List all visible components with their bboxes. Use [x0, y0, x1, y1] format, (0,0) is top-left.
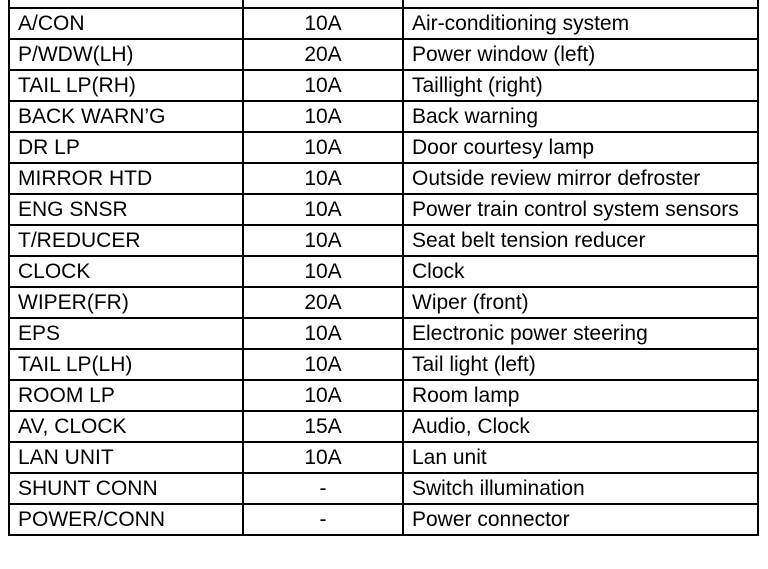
table-row: [9, 70, 758, 101]
fuse-rating-cell: 10A: [243, 256, 403, 287]
header-row: [9, 0, 758, 8]
fuse-name-cell: TAIL LP(RH): [9, 70, 243, 101]
fuse-rating-cell: 10A: [243, 8, 403, 39]
fuse-rating-cell: 10A: [243, 101, 403, 132]
header-cell-description: [403, 0, 758, 8]
fuse-name-cell: ROOM LP: [9, 380, 243, 411]
fuse-description-cell: Switch illumination: [403, 473, 758, 504]
table-row: [9, 504, 758, 535]
table-row: [9, 8, 758, 39]
table-header: [9, 0, 758, 8]
table-row: [9, 442, 758, 473]
fuse-description-cell: Electronic power steering: [403, 318, 758, 349]
fuse-name-cell: ENG SNSR: [9, 194, 243, 225]
fuse-rating-cell: -: [243, 473, 403, 504]
table-row: [9, 163, 758, 194]
fuse-name-cell: WIPER(FR): [9, 287, 243, 318]
fuse-rating-cell: 10A: [243, 380, 403, 411]
fuse-description-cell: Lan unit: [403, 442, 758, 473]
fuse-description-cell: Seat belt tension reducer: [403, 225, 758, 256]
fuse-rating-cell: 10A: [243, 194, 403, 225]
table-body: [9, 8, 758, 535]
fuse-rating-cell: 10A: [243, 442, 403, 473]
fuse-description-cell: Audio, Clock: [403, 411, 758, 442]
fuse-description-cell: Room lamp: [403, 380, 758, 411]
fuse-table: [8, 0, 759, 536]
fuse-name-cell: A/CON: [9, 8, 243, 39]
table-row: [9, 256, 758, 287]
fuse-description-cell: Taillight (right): [403, 70, 758, 101]
fuse-description-cell: Power window (left): [403, 39, 758, 70]
fuse-name-cell: LAN UNIT: [9, 442, 243, 473]
fuse-rating-cell: 10A: [243, 70, 403, 101]
fuse-rating-cell: 15A: [243, 411, 403, 442]
fuse-description-cell: Tail light (left): [403, 349, 758, 380]
header-cell-name: [9, 0, 243, 8]
fuse-rating-cell: 10A: [243, 163, 403, 194]
table-row: [9, 287, 758, 318]
fuse-description-cell: Wiper (front): [403, 287, 758, 318]
fuse-description-cell: Clock: [403, 256, 758, 287]
fuse-description-cell: Power connector: [403, 504, 758, 535]
fuse-name-cell: EPS: [9, 318, 243, 349]
fuse-name-cell: BACK WARN’G: [9, 101, 243, 132]
fuse-rating-cell: -: [243, 504, 403, 535]
fuse-rating-cell: 20A: [243, 287, 403, 318]
table-row: [9, 101, 758, 132]
fuse-rating-cell: 10A: [243, 349, 403, 380]
fuse-name-cell: T/REDUCER: [9, 225, 243, 256]
fuse-rating-cell: 20A: [243, 39, 403, 70]
table-row: [9, 411, 758, 442]
fuse-name-cell: SHUNT CONN: [9, 473, 243, 504]
fuse-rating-cell: 10A: [243, 132, 403, 163]
table-row: [9, 194, 758, 225]
fuse-name-cell: MIRROR HTD: [9, 163, 243, 194]
table-row: [9, 318, 758, 349]
fuse-description-cell: Door courtesy lamp: [403, 132, 758, 163]
fuse-rating-cell: 10A: [243, 225, 403, 256]
table-row: [9, 132, 758, 163]
fuse-description-cell: Power train control system sensors: [403, 194, 758, 225]
table-row: [9, 225, 758, 256]
table-row: [9, 380, 758, 411]
table-row: [9, 39, 758, 70]
fuse-name-cell: AV, CLOCK: [9, 411, 243, 442]
fuse-name-cell: CLOCK: [9, 256, 243, 287]
fuse-name-cell: P/WDW(LH): [9, 39, 243, 70]
fuse-description-cell: Back warning: [403, 101, 758, 132]
fuse-description-cell: Air-conditioning system: [403, 8, 758, 39]
header-cell-rating: [243, 0, 403, 8]
fuse-name-cell: DR LP: [9, 132, 243, 163]
fuse-name-cell: TAIL LP(LH): [9, 349, 243, 380]
table-row: [9, 473, 758, 504]
fuse-name-cell: POWER/CONN: [9, 504, 243, 535]
fuse-rating-cell: 10A: [243, 318, 403, 349]
fuse-description-cell: Outside review mirror defroster: [403, 163, 758, 194]
table-row: [9, 349, 758, 380]
